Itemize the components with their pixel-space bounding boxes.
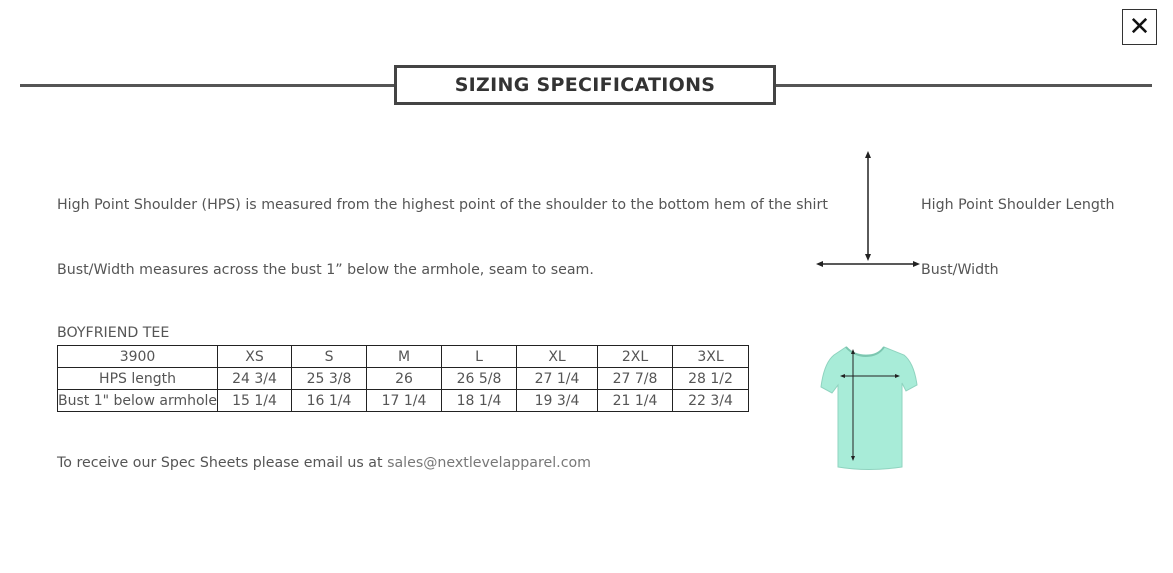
bust-arrow-right bbox=[913, 261, 920, 267]
table-header-row bbox=[58, 346, 749, 368]
close-button[interactable] bbox=[1122, 9, 1157, 45]
product-name: BOYFRIEND TEE bbox=[57, 325, 170, 341]
spec-sheet-note bbox=[57, 455, 591, 471]
hps-length-label: High Point Shoulder Length bbox=[921, 197, 1115, 213]
table-cell: 18 1/4 bbox=[442, 390, 517, 412]
table-cell: 21 1/4 bbox=[598, 390, 673, 412]
table-cell: S bbox=[292, 346, 367, 368]
table-cell: 17 1/4 bbox=[367, 390, 442, 412]
table-cell: 27 1/4 bbox=[517, 368, 598, 390]
bust-description: Bust/Width measures across the bust 1” below the armhole, seam to seam. bbox=[57, 262, 594, 278]
email-link[interactable]: sales@nextlevelapparel.com bbox=[387, 455, 591, 471]
table-cell: 26 bbox=[367, 368, 442, 390]
table-cell: XS bbox=[218, 346, 292, 368]
spec-sheet-note-text: To receive our Spec Sheets please email us at bbox=[57, 455, 388, 471]
table-cell: M bbox=[367, 346, 442, 368]
header-rule-right bbox=[776, 84, 1152, 87]
title-box bbox=[394, 65, 776, 105]
tshirt-image bbox=[818, 343, 920, 473]
bust-width-label: Bust/Width bbox=[921, 262, 999, 278]
table-cell: 25 3/8 bbox=[292, 368, 367, 390]
measurement-diagram bbox=[814, 150, 924, 275]
table-cell: 27 7/8 bbox=[598, 368, 673, 390]
table-cell: 15 1/4 bbox=[218, 390, 292, 412]
table-cell: HPS length bbox=[58, 368, 218, 390]
table-cell: 19 3/4 bbox=[517, 390, 598, 412]
table-cell: Bust 1" below armhole bbox=[58, 390, 218, 412]
tshirt-body bbox=[821, 347, 917, 470]
table-cell: 16 1/4 bbox=[292, 390, 367, 412]
sizing-table bbox=[57, 345, 749, 412]
header-rule-left bbox=[20, 84, 395, 87]
table-row bbox=[58, 390, 749, 412]
close-icon: ✕ bbox=[1128, 12, 1151, 42]
table-cell: 24 3/4 bbox=[218, 368, 292, 390]
table-cell: 2XL bbox=[598, 346, 673, 368]
table-cell: XL bbox=[517, 346, 598, 368]
table-cell: 26 5/8 bbox=[442, 368, 517, 390]
table-cell: L bbox=[442, 346, 517, 368]
table-cell: 3XL bbox=[673, 346, 749, 368]
hps-arrow-top bbox=[865, 151, 871, 158]
table-cell: 22 3/4 bbox=[673, 390, 749, 412]
page-title: SIZING SPECIFICATIONS bbox=[454, 74, 716, 96]
hps-description: High Point Shoulder (HPS) is measured from the highest point of the shoulder to the bottom hem of the shirt bbox=[57, 197, 828, 213]
bust-arrow-left bbox=[816, 261, 823, 267]
hps-arrow-bottom bbox=[865, 254, 871, 261]
table-cell: 28 1/2 bbox=[673, 368, 749, 390]
table-row bbox=[58, 368, 749, 390]
table-cell: 3900 bbox=[58, 346, 218, 368]
